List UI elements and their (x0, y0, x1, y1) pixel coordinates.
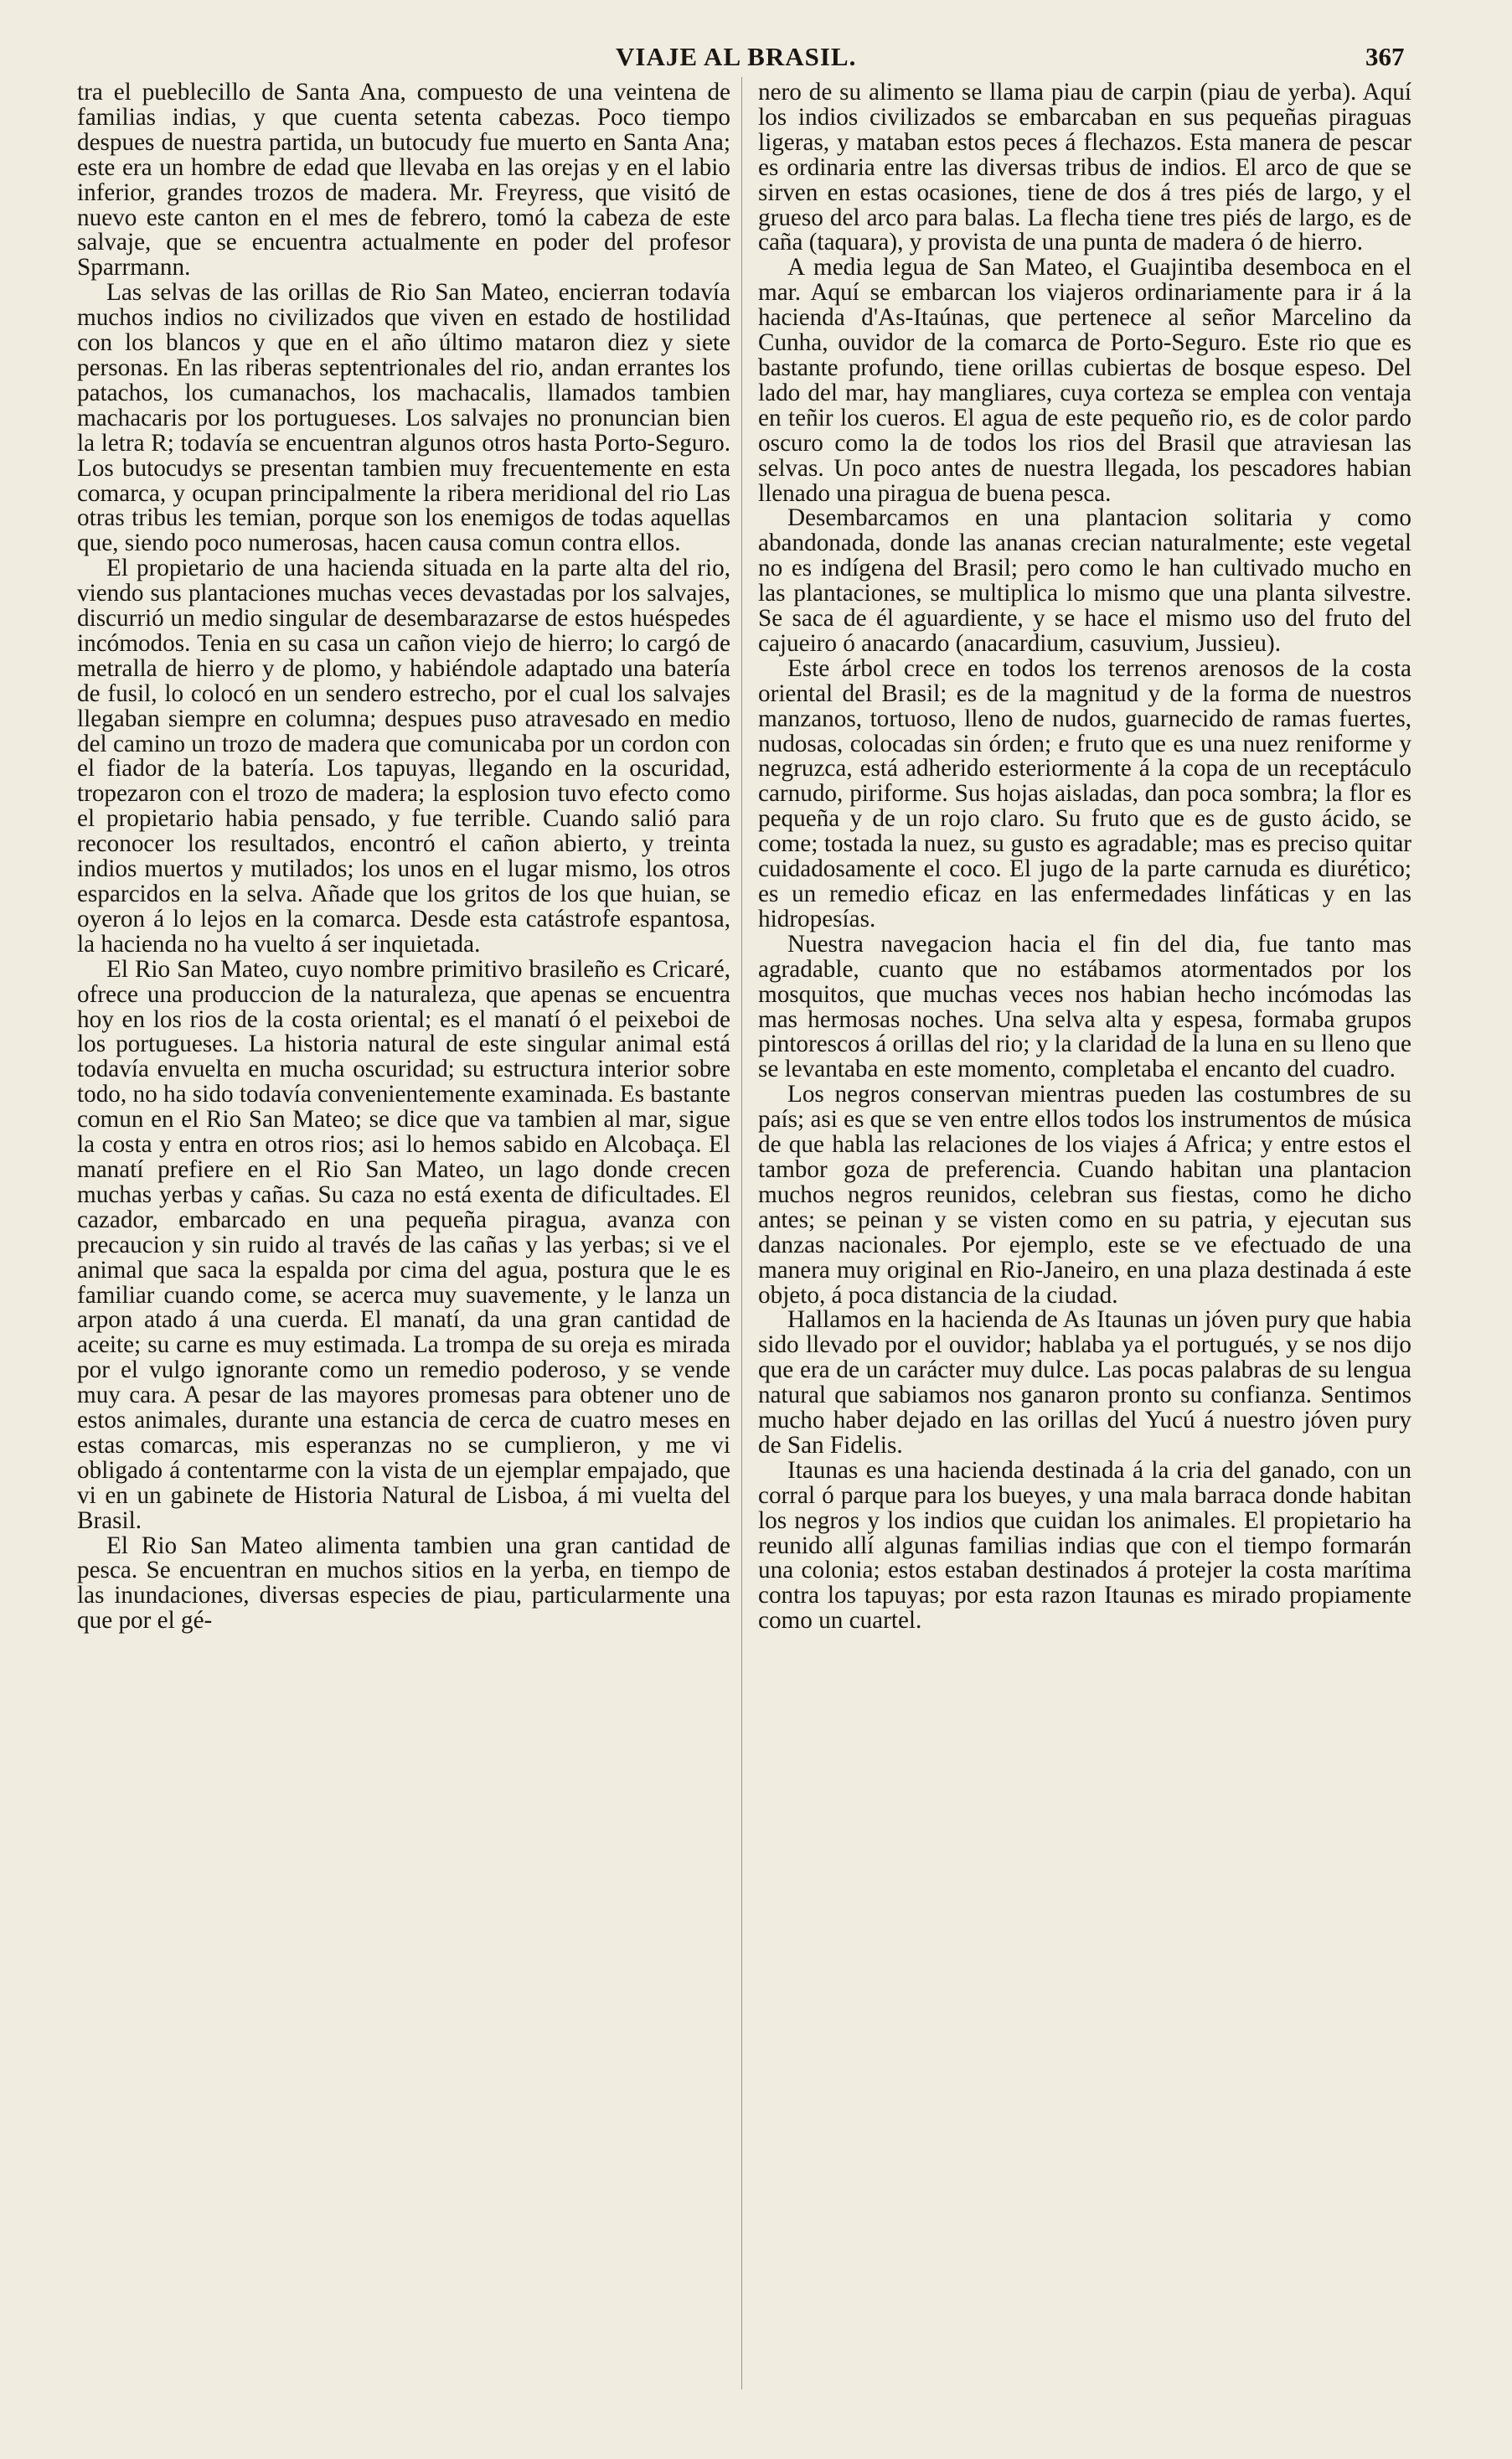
paragraph: El Rio San Mateo, cuyo nombre primitivo brasileño es Cricaré, ofrece una produccion de la naturaleza, que apenas se encuentra hoy en los rios de la costa oriental; es el manatí ó el peixeboi de los portugueses. La historia natural de este singular animal está todavía envuelta en mucha oscuridad; su estructura interior sobre todo, no ha sido todavía convenientemente examinada. Es bastante comun en el Rio San Mateo; se dice que va tambien al mar, sigue la costa y entra en otros rios; asi lo hemos sabido en Alcobaça. El manatí prefiere en el Rio San Mateo, un lago donde crecen muchas yerbas y cañas. Su caza no está exenta de dificultades. El cazador, embarcado en una pequeña piragua, avanza con precaucion y sin ruido al través de las cañas y las yerbas; si ve el animal que saca la espalda por cima del agua, postura que le es familiar cuando come, se acerca muy suavemente, y le lanza un arpon atado á una cuerda. El manatí, da una gran cantidad de aceite; su carne es muy estimada. La trompa de su oreja es mirada por el vulgo ignorante como un remedio poderoso, y se vende muy cara. A pesar de las mayores promesas para obtener uno de estos animales, durante una estancia de cerca de cuatro meses en estas comarcas, mis esperanzas no se cumplieron, y me vi obligado á contentarme con la vista de un ejemplar empajado, que vi en un gabinete de Historia Natural de Lisboa, á mi vuelta del Brasil. (77, 955, 730, 1534)
paragraph: Las selvas de las orillas de Rio San Mateo, encierran todavía muchos indios no civilizados que viven en estado de hostilidad con los blancos y que en el año último mataron diez y siete personas. En las riberas septentrionales del rio, andan errantes los patachos, los cumanachos, los machacalis, llamados tambien machacaris por los portugueses. Los salvajes no pronuncian bien la letra R; todavía se encuentran algunos otros hasta Porto-Seguro. Los butocudys se presentan tambien muy frecuentemente en esta comarca, y ocupan principalmente la ribera meridional del rio Las otras tribus les temian, porque son los enemigos de todas aquellas que, siendo poco numerosas, hacen causa comun contra ellos. (77, 279, 730, 557)
column-divider (741, 77, 742, 2389)
paragraph: Los negros conservan mientras pueden las costumbres de su país; asi es que se ven entre ellos todos los instrumentos de música de que habla las relaciones de los viajes á Africa; y entre estos el tambor goza de preferencia. Cuando habitan una plantacion muchos negros reunidos, celebran sus fiestas, como he dicho antes; se peinan y se visten como en su patria, y ejecutan sus danzas nacionales. Por ejemplo, este se ve efectuado de una manera muy original en Rio-Janeiro, en una plaza destinada á este objeto, á poca distancia de la ciudad. (758, 1081, 1411, 1309)
paragraph: Nuestra navegacion hacia el fin del dia, fue tanto mas agradable, cuanto que no estábamos atormentados por los mosquitos, que muchas veces nos habian hecho incómodas las mas hermosas noches. Una selva alta y espesa, formaba grupos pintorescos á orillas del rio; y la claridad de la luna en su lleno que se levantaba en este momento, completaba el encanto del cuadro. (758, 930, 1411, 1083)
paragraph: Desembarcamos en una plantacion solitaria y como abandonada, donde las ananas crecian naturalmente; este vegetal no es indígena del Brasil; pero como le han cultivado mucho en las plantaciones, se multiplica lo mismo que una planta silvestre. Se saca de él aguardiente, y se hace el mismo uso del fruto del cajueiro ó anacardo (anacardium, casuvium, Jussieu). (758, 504, 1411, 657)
paragraph: El Rio San Mateo alimenta tambien una gran cantidad de pesca. Se encuentran en muchos sitios en la yerba, en tiempo de las inundaciones, diversas especies de piau, particularmente una que por el gé- (77, 1532, 730, 1635)
paragraph: Hallamos en la hacienda de As Itaunas un jóven pury que habia sido llevado por el ouvidor; hablaba ya el portugués, y se nos dijo que era de un carácter muy dulce. Las pocas palabras de su lengua natural que sabiamos nos ganaron pronto su confianza. Sentimos mucho haber dejado en las orillas del Yucú á nuestro jóven pury de San Fidelis. (758, 1306, 1411, 1459)
right-column (758, 80, 1411, 1634)
running-head: VIAJE AL BRASIL. (616, 42, 857, 71)
paragraph: nero de su alimento se llama piau de carpin (piau de yerba). Aquí los indios civilizados se embarcaban en sus pequeñas piraguas ligeras, y mataban estos peces á flechazos. Esta manera de pescar es ordinaria entre las diversas tribus de indios. El arco de que se sirven en estas ocasiones, tiene de dos á tres piés de largo, y el grueso del arco para balas. La flecha tiene tres piés de largo, es de caña (taquara), y provista de una punta de madera ó de hierro. (758, 79, 1411, 256)
paragraph: Itaunas es una hacienda destinada á la cria del ganado, con un corral ó parque para los bueyes, y una mala barraca donde habitan los negros y los indios que cuidan los animales. El propietario ha reunido allí algunas familias indias que con el tiempo formarán una colonia; estos estaban destinados á protejer la costa marítima contra los tapuyas; por esta razon Itaunas es mirado propiamente como un cuartel. (758, 1456, 1411, 1635)
page-number: 367 (1365, 42, 1405, 71)
paragraph: El propietario de una hacienda situada en la parte alta del rio, viendo sus plantaciones muchas veces devastadas por los salvajes, discurrió un medio singular de desembarazarse de estos huéspedes incómodos. Tenia en su casa un cañon viejo de hierro; lo cargó de metralla de hierro y de plomo, y habiéndole adaptado una batería de fusil, lo colocó en un sendero estrecho, por el cual los salvajes llegaban siempre en columna; despues puso atravesado en medio del camino un trozo de madera que comunicaba por un cordon con el fiador de la batería. Los tapuyas, llegando en la oscuridad, tropezaron con el trozo de madera; la esplosion tuvo efecto como el propietario habia pensado, y fue terrible. Cuando salió para reconocer los resultados, encontró el cañon abierto, y treinta indios muertos y mutilados; los unos en el lugar mismo, los otros esparcidos en la selva. Añade que los gritos de los que huian, se oyeron á lo lejos en la comarca. Desde esta catástrofe espantosa, la hacienda no ha vuelto á ser inquietada. (77, 555, 730, 958)
paragraph: tra el pueblecillo de Santa Ana, compuesto de una veintena de familias indias, y que cuenta setenta cabezas. Poco tiempo despues de nuestra partida, un butocudy fue muerto en Santa Ana; este era un hombre de edad que llevaba en las orejas y en el labio inferior, grandes trozos de madera. Mr. Freyress, que visitó de nuevo este canton en el mes de febrero, tomó la cabeza de este salvaje, que se encuentra actualmente en poder del profesor Sparrmann. (77, 79, 730, 282)
paragraph: A media legua de San Mateo, el Guajintiba desemboca en el mar. Aquí se embarcan los viajeros ordinariamente para ir á la hacienda d'As-Itaúnas, que pertenece al señor Marcelino da Cunha, ouvidor de la comarca de Porto-Seguro. Este rio que es bastante profundo, tiene orillas cubiertas de bosque espeso. Del lado del mar, hay mangliares, cuya corteza se emplea con ventaja en teñir los cueros. El agua de este pequeño rio, es de color pardo oscuro como la de todos los rios del Brasil que atraviesan las selvas. Un poco antes de nuestra llegada, los pescadores habian llenado una piragua de buena pesca. (758, 254, 1411, 507)
left-column (77, 80, 730, 1634)
paragraph: Este árbol crece en todos los terrenos arenosos de la costa oriental del Brasil; es de la magnitud y de la forma de nuestros manzanos, tortuoso, lleno de nudos, guarnecido de ramas fuertes, nudosas, colocadas sin órden; e fruto que es una nuez reniforme y negruzca, está adherido esteriormente á la copa de un receptáculo carnudo, piriforme. Sus hojas aisladas, dan poca sombra; la flor es pequeña y de un rojo claro. Su fruto que es de gusto ácido, se come; tostada la nuez, su gusto es agradable; mas es preciso quitar cuidadosamente el coco. El jugo de la parte carnuda es diurético; es un remedio eficaz en las enfermedades linfáticas y en las hidropesías. (758, 654, 1411, 932)
